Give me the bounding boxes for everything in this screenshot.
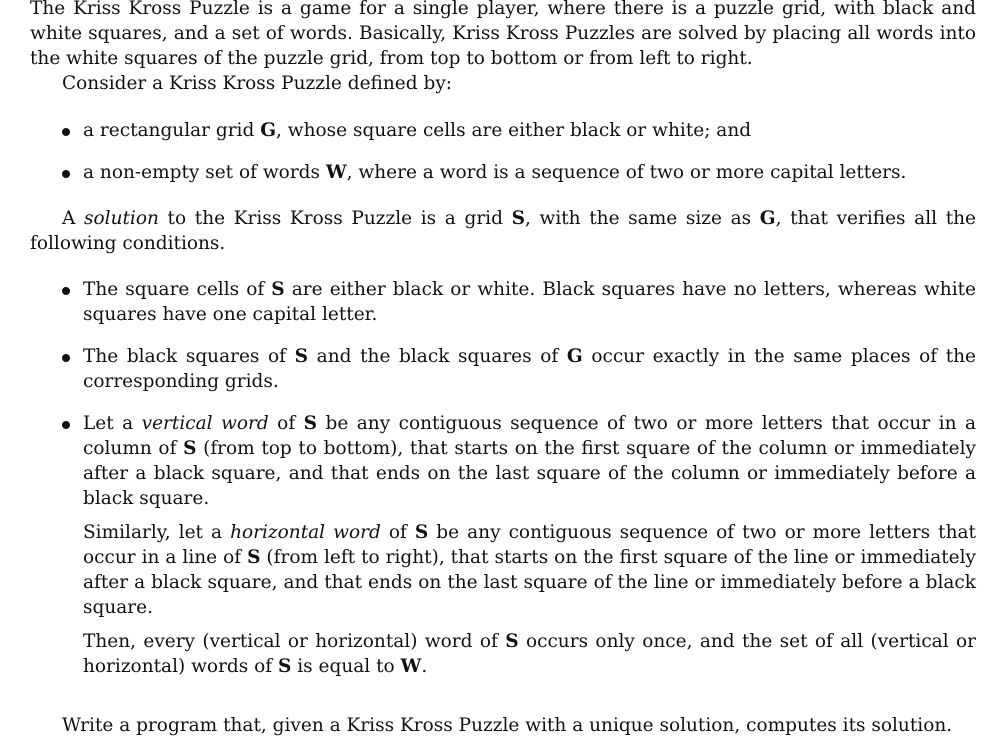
condition-item-words: Let a vertical word of S be any contiguous sequence of two or more letters that occur in a column of S (from top to bottom), that starts on the first square of the column or immediately after a black square, and that ends on the last square of the column or immediately before a black square. bbox=[30, 411, 976, 511]
horizontal-word-paragraph: Similarly, let a horizontal word of S be any contiguous sequence of two or more letters that occur in a line of S (from left to right), that starts on the first square of the line or immediately after a black square, and that ends on the last square of the line or immediately before a black square. bbox=[83, 522, 976, 618]
definition-list bbox=[30, 118, 976, 185]
bullet-icon bbox=[62, 287, 70, 295]
bullet-icon bbox=[62, 128, 70, 136]
condition-item-black-squares: The black squares of S and the black squares of G occur exactly in the same places of the corresponding grids. bbox=[30, 344, 976, 394]
conditions-list bbox=[30, 277, 976, 511]
uniqueness-paragraph: Then, every (vertical or horizontal) word of S occurs only once, and the set of all (vertical or horizontal) words of S is equal to W. bbox=[83, 631, 976, 677]
puzzle-definition-lead: Consider a Kriss Kross Puzzle defined by: bbox=[62, 73, 453, 94]
condition-item-cells: The square cells of S are either black or white. Black squares have no letters, whereas white squares have one capital letter. bbox=[30, 277, 976, 327]
definition-item-words: a non-empty set of words W, where a word is a sequence of two or more capital letters. bbox=[30, 160, 976, 185]
intro-paragraph: The Kriss Kross Puzzle is a game for a single player, where there is a puzzle grid, with black and white squares, and a set of words. Basically, Kriss Kross Puzzles are solved by placing all words into the white squares of the puzzle grid, from top to bottom or from left to right. bbox=[30, 0, 976, 69]
bullet-icon bbox=[62, 421, 70, 429]
bullet-icon bbox=[62, 354, 70, 362]
problem-statement bbox=[30, 0, 976, 738]
task-statement: Write a program that, given a Kriss Kross Puzzle with a unique solution, computes its solution. bbox=[62, 715, 953, 736]
bullet-icon bbox=[62, 170, 70, 178]
definition-item-grid: a rectangular grid G, whose square cells are either black or white; and bbox=[30, 118, 976, 143]
solution-definition: A solution to the Kriss Kross Puzzle is a grid S, with the same size as G, that verifies all the following conditions. bbox=[30, 208, 976, 254]
